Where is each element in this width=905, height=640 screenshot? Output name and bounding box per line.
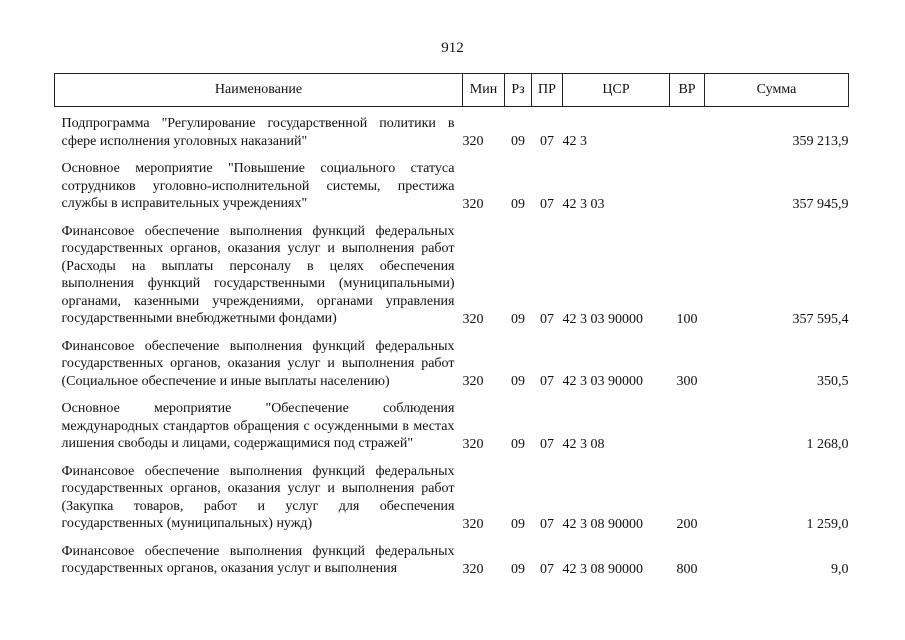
row-vr: 200 bbox=[676, 516, 698, 532]
row-sum: 357 945,9 bbox=[792, 196, 849, 212]
row-vr bbox=[670, 390, 705, 453]
row-rz: 09 bbox=[511, 436, 525, 452]
row-name: Финансовое обеспечение выполнения функций федеральных государственных органов, оказания услуг и выполнения работ (Расходы на выплаты персоналу в целях обеспечения выполнения функций государственными (муниципальными) органами, казенными учреждениями, органами управления государственными внебюджетными фондами) bbox=[61, 223, 455, 326]
row-rz: 09 bbox=[511, 134, 525, 149]
row-sum: 359 213,9 bbox=[792, 134, 849, 149]
table-row bbox=[55, 533, 849, 578]
row-name: Основное мероприятие "Обеспечение соблюдения международных стандартов обращения с осужденными в местах лишения свободы и лицами, содержащимися под стражей" bbox=[61, 401, 455, 451]
row-sum: 9,0 bbox=[831, 561, 849, 577]
row-pr: 07 bbox=[540, 516, 554, 532]
header-min: Мин bbox=[463, 74, 505, 107]
header-sum: Сумма bbox=[705, 74, 849, 107]
table-row bbox=[55, 453, 849, 533]
row-rz: 09 bbox=[511, 516, 525, 532]
header-name: Наименование bbox=[55, 74, 463, 107]
row-pr: 07 bbox=[540, 196, 554, 212]
row-name: Основное мероприятие "Повышение социального статуса сотрудников уголовно-исполнительной системы, престижа службы в исправительных учреждениях" bbox=[61, 161, 455, 211]
row-csr: 42 3 03 90000 bbox=[562, 374, 643, 389]
row-csr: 42 3 bbox=[562, 134, 587, 149]
table-row bbox=[55, 328, 849, 391]
row-min: 320 bbox=[462, 196, 484, 212]
row-name: Финансовое обеспечение выполнения функций федеральных государственных органов, оказания услуг и выполнения работ (Социальное обеспечение и иные выплаты населению) bbox=[61, 338, 455, 389]
row-pr: 07 bbox=[540, 134, 554, 149]
table-row bbox=[55, 107, 849, 151]
table-row bbox=[55, 390, 849, 453]
budget-table bbox=[54, 73, 849, 578]
row-pr: 07 bbox=[540, 436, 554, 452]
table-header-row bbox=[55, 74, 849, 107]
header-csr: ЦСР bbox=[563, 74, 670, 107]
row-sum: 350,5 bbox=[817, 374, 849, 389]
row-vr bbox=[670, 107, 705, 151]
row-vr: 100 bbox=[676, 311, 698, 327]
row-name: Подпрограмма "Регулирование государственной политики в сфере исполнения уголовных наказаний" bbox=[61, 116, 455, 149]
row-rz: 09 bbox=[511, 561, 525, 577]
row-vr: 300 bbox=[676, 374, 698, 389]
row-rz: 09 bbox=[511, 196, 525, 212]
header-vr: ВР bbox=[670, 74, 705, 107]
header-rz: Рз bbox=[505, 74, 532, 107]
row-min: 320 bbox=[462, 374, 484, 389]
row-vr bbox=[670, 150, 705, 213]
row-vr: 800 bbox=[676, 561, 698, 577]
row-csr: 42 3 08 90000 bbox=[562, 516, 643, 532]
row-csr: 42 3 03 bbox=[562, 196, 605, 212]
row-pr: 07 bbox=[540, 561, 554, 577]
row-rz: 09 bbox=[511, 374, 525, 389]
page-number: 912 bbox=[441, 40, 464, 56]
row-name: Финансовое обеспечение выполнения функций федеральных государственных органов, оказания услуг и выполнения bbox=[61, 543, 455, 576]
row-min: 320 bbox=[462, 516, 484, 532]
header-pr: ПР bbox=[532, 74, 563, 107]
row-pr: 07 bbox=[540, 311, 554, 327]
row-min: 320 bbox=[462, 134, 484, 149]
row-min: 320 bbox=[462, 436, 484, 452]
row-min: 320 bbox=[462, 311, 484, 327]
row-pr: 07 bbox=[540, 374, 554, 389]
row-csr: 42 3 08 bbox=[562, 436, 605, 452]
table-row bbox=[55, 213, 849, 328]
table-row bbox=[55, 150, 849, 213]
row-csr: 42 3 03 90000 bbox=[562, 311, 643, 327]
row-sum: 1 259,0 bbox=[806, 516, 849, 532]
row-min: 320 bbox=[462, 561, 484, 577]
row-csr: 42 3 08 90000 bbox=[562, 561, 643, 577]
row-sum: 357 595,4 bbox=[792, 311, 849, 327]
row-rz: 09 bbox=[511, 311, 525, 327]
row-sum: 1 268,0 bbox=[806, 436, 849, 452]
row-name: Финансовое обеспечение выполнения функций федеральных государственных органов, оказания услуг и выполнения работ (Закупка товаров, работ и услуг для обеспечения государственных (муниципальных) нужд) bbox=[61, 463, 455, 531]
